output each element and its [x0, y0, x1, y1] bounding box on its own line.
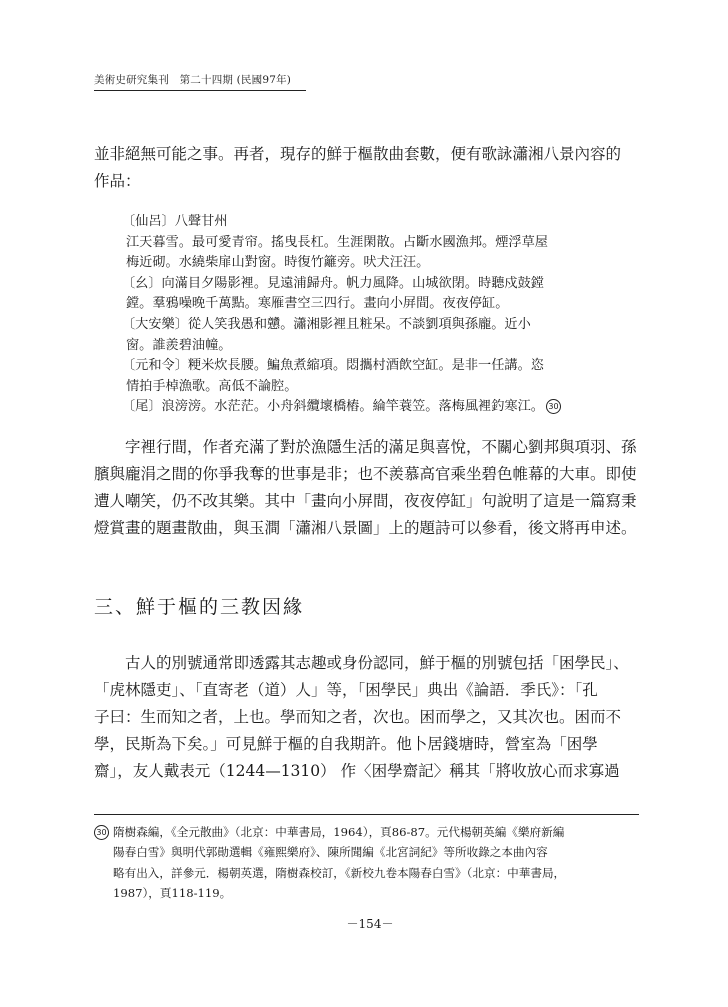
verse-line: 鏜。羣鴉噪晚千萬點。寒雁書空三四行。畫向小屏間。夜夜停缸。 — [126, 296, 509, 312]
footnote-reference-30[interactable]: 30 — [546, 399, 561, 414]
footnote-text: 隋樹森編，《全元散曲》（北京：中華書局，1964），頁86-87。元代楊朝英編《樂府新編 — [113, 825, 565, 839]
page-number: －154－ — [346, 917, 394, 931]
footnote-line: 略有出入，詳參元．楊朝英選，隋樹森校訂，《新校九卷本陽春白雪》（北京：中華書局， — [113, 865, 566, 880]
text-line: 「虎林隱吏」、「直寄老（道）人」等，「困學民」典出《論語．季氏》：「孔 — [94, 681, 598, 699]
verse-text: 〔尾〕浪滂滂。水茫茫。小舟斜纜壞橋樁。綸竿蓑笠。落梅風裡釣寒江。 — [122, 399, 544, 415]
footnote-line: 陽春白雪》與明代郭勛選輯《雍熙樂府》、陳所聞編《北宮詞紀》等所收錄之本曲內容 — [113, 845, 548, 860]
text-line: 燈賞畫的題畫散曲，與玉澗「瀟湘八景圖」上的題詩可以參看，後文將再申述。 — [94, 519, 637, 537]
footnote-line — [94, 822, 642, 842]
text-line: 並非絕無可能之事。再者，現存的鮮于樞散曲套數，便有歌詠瀟湘八景內容的 — [94, 145, 622, 163]
song-quotation — [122, 212, 622, 418]
text-line: 學，民斯為下矣。」可見鮮于樞的自我期許。他卜居錢塘時，營室為「困學 — [94, 735, 598, 753]
text-line: 臏與龐涓之間的你爭我奪的世事是非；也不羨慕高官乘坐碧色帷幕的大車。即使 — [94, 465, 637, 483]
verse-line: 〔幺〕向滿目夕陽影裡。見遠浦歸舟。帆力風降。山城欲閉。時聽戍鼓鏜 — [122, 275, 544, 291]
footnote-marker: 30 — [94, 825, 109, 840]
footnote-rule — [94, 814, 639, 815]
commentary-paragraph — [94, 434, 639, 542]
verse-line: 〔大安樂〕從人笑我愚和戇。瀟湘影裡且粧呆。不談劉項與孫龐。近小 — [122, 316, 531, 332]
text-line: 古人的別號通常即透露其志趣或身份認同，鮮于樞的別號包括「困學民」、 — [125, 654, 629, 672]
section-heading: 三、鮮于樞的三教因緣 — [94, 596, 305, 618]
intro-paragraph — [94, 141, 639, 195]
verse-line-last — [122, 397, 622, 418]
verse-line: 江天暮雪。最可愛青帘。搖曳長杠。生涯閑散。占斷水國漁邦。煙浮草屋 — [126, 234, 548, 250]
verse-line: 梅近砌。水繞柴扉山對窗。時復竹籬旁。吠犬汪汪。 — [126, 255, 430, 271]
header-rule — [94, 90, 306, 91]
footnote-line: 1987），頁118-119。 — [113, 886, 232, 901]
text-line: 齋」，友人戴表元（1244—1310） 作〈困學齋記〉稱其「將收放心而求寡過 — [94, 762, 620, 780]
running-header: 美術史研究集刊 第二十四期 (民國97年) — [94, 74, 292, 86]
text-line: 子曰：生而知之者，上也。學而知之者，次也。困而學之，又其次也。困而不 — [94, 708, 622, 726]
verse-line: 情拍手棹漁歌。高低不論腔。 — [126, 378, 298, 394]
text-line: 遭人嘲笑，仍不改其樂。其中「畫向小屏間，夜夜停缸」句說明了這是一篇寫秉 — [94, 492, 637, 510]
footnote-30 — [94, 822, 642, 904]
text-line: 作品： — [94, 172, 141, 190]
text-line: 字裡行間，作者充滿了對於漁隱生活的滿足與喜悅，不關心劉邦與項羽、孫 — [125, 438, 637, 456]
verse-line: 窗。誰羨碧油幢。 — [126, 337, 232, 353]
section-paragraph — [94, 650, 639, 785]
song-title: 〔仙呂〕八聲甘州 — [122, 214, 228, 229]
verse-line: 〔元和令〕粳米炊長腰。鯿魚煮縮項。悶攜村酒飲空缸。是非一任講。恣 — [122, 358, 544, 374]
